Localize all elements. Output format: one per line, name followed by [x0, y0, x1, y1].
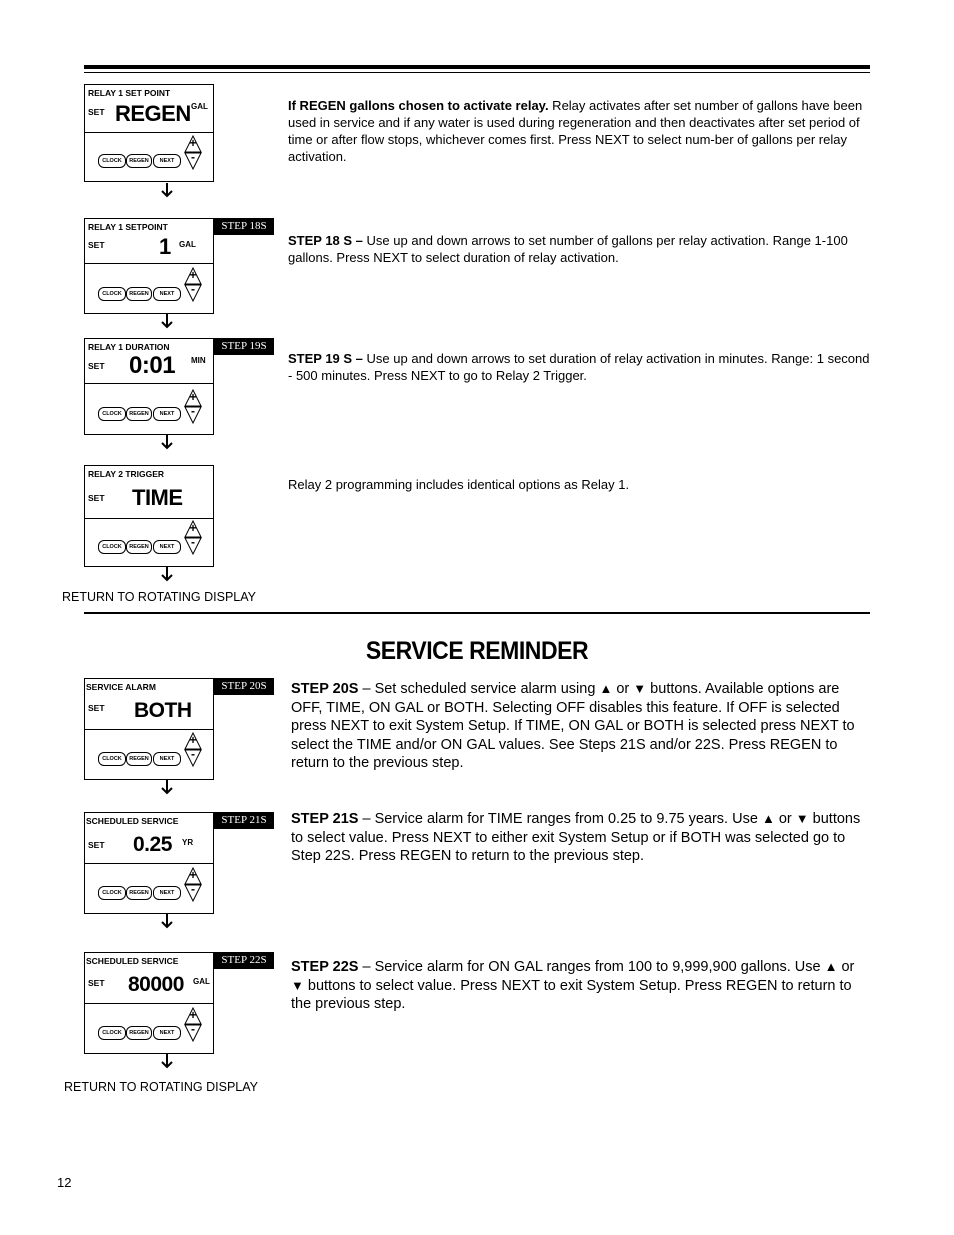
panel-title: SCHEDULED SERVICE	[86, 816, 179, 826]
down-button[interactable]: -	[191, 882, 195, 896]
panel-divider	[85, 263, 213, 264]
display-panel-relay2-trigger	[84, 465, 214, 567]
step-badge: STEP 20S	[214, 678, 274, 695]
up-down-buttons	[184, 135, 202, 171]
down-arrow-icon	[160, 182, 174, 198]
panel-set-label: SET	[88, 107, 105, 117]
step-badge: STEP 18S	[214, 218, 274, 235]
clock-button[interactable]: CLOCK	[98, 407, 126, 421]
paragraph-body: – Service alarm for TIME ranges from 0.25 to 9.75 years. Use	[358, 811, 762, 827]
panel-unit: GAL	[193, 977, 210, 986]
down-arrow-icon	[160, 434, 174, 450]
up-button[interactable]: +	[189, 390, 197, 404]
regen-button[interactable]: REGEN	[126, 540, 152, 554]
panel-set-label: SET	[88, 240, 105, 250]
down-arrow-icon	[160, 1053, 174, 1069]
next-button[interactable]: NEXT	[153, 287, 181, 301]
paragraph-body: buttons to select value. Press NEXT to exit System Setup. Press REGEN to return to the previous step.	[291, 977, 852, 1012]
paragraph-body: or	[774, 811, 796, 827]
down-arrow-icon	[160, 566, 174, 582]
section-heading: SERVICE REMINDER	[365, 637, 589, 665]
up-button[interactable]: +	[189, 268, 197, 282]
panel-value: 1	[159, 234, 171, 259]
up-triangle-icon: ▲	[599, 681, 613, 696]
page-number: 12	[57, 1175, 72, 1190]
paragraph-body: or	[837, 959, 855, 975]
relay2-paragraph: Relay 2 programming includes identical options as Relay 1.	[288, 477, 630, 492]
panel-set-label: SET	[88, 978, 105, 988]
clock-button[interactable]: CLOCK	[98, 540, 126, 554]
down-triangle-icon: ▼	[633, 681, 647, 696]
down-button[interactable]: -	[191, 1022, 195, 1036]
return-to-rotating-display-label: RETURN TO ROTATING DISPLAY	[64, 1080, 259, 1094]
down-button[interactable]: -	[191, 535, 195, 549]
panel-title: SERVICE ALARM	[86, 682, 156, 692]
paragraph-heading: STEP 21S	[291, 811, 359, 827]
next-button[interactable]: NEXT	[153, 1026, 181, 1040]
paragraph-body: buttons. Available options are OFF, TIME, ON GAL or BOTH. Selecting OFF disables this feature. If OFF is selected press NEXT to exit System Setup. If TIME, ON GAL or BOTH is selected press NEXT to select the TIME and/or ON GAL values. See Steps 21S and/or 22S. Press REGEN to return to the previous step.	[291, 681, 855, 771]
regen-button[interactable]: REGEN	[126, 752, 152, 766]
step-badge: STEP 22S	[214, 952, 274, 969]
panel-value: 0.25	[133, 833, 172, 856]
down-button[interactable]: -	[191, 404, 195, 418]
up-down-buttons	[184, 389, 202, 425]
regen-button[interactable]: REGEN	[126, 886, 152, 900]
panel-divider	[85, 383, 213, 384]
display-panel-scheduled-service-gallons	[84, 952, 214, 1054]
panel-value: 80000	[128, 973, 184, 996]
panel-title: RELAY 1 SET POINT	[88, 88, 171, 98]
regen-button[interactable]: REGEN	[126, 287, 152, 301]
paragraph-body: Use up and down arrows to set number of gallons per relay activation. Range 1-100 gallons. Press NEXT to select duration of relay activation.	[288, 233, 848, 265]
regen-button[interactable]: REGEN	[126, 154, 152, 168]
clock-button[interactable]: CLOCK	[98, 886, 126, 900]
paragraph-body: buttons to select value. Press NEXT to either exit System Setup or if BOTH was selected go to Step 22S. Press REGEN to return to the previous step.	[291, 811, 861, 864]
clock-button[interactable]: CLOCK	[98, 287, 126, 301]
down-button[interactable]: -	[191, 150, 195, 164]
up-button[interactable]: +	[189, 733, 197, 747]
clock-button[interactable]: CLOCK	[98, 752, 126, 766]
clock-button[interactable]: CLOCK	[98, 1026, 126, 1040]
up-down-buttons	[184, 732, 202, 768]
panel-divider	[85, 132, 213, 133]
panel-value: REGEN	[115, 101, 191, 126]
panel-divider	[85, 729, 213, 730]
section-divider	[84, 612, 870, 614]
relay-regen-paragraph	[288, 97, 870, 165]
down-arrow-icon	[160, 913, 174, 929]
clock-button[interactable]: CLOCK	[98, 154, 126, 168]
panel-unit: GAL	[179, 240, 196, 249]
panel-title: RELAY 1 SETPOINT	[88, 222, 168, 232]
up-button[interactable]: +	[189, 521, 197, 535]
down-triangle-icon: ▼	[795, 811, 809, 826]
panel-title: RELAY 1 DURATION	[88, 342, 170, 352]
panel-divider	[85, 518, 213, 519]
regen-button[interactable]: REGEN	[126, 1026, 152, 1040]
panel-unit: YR	[182, 838, 194, 847]
paragraph-heading: STEP 22S	[291, 959, 359, 975]
panel-set-label: SET	[88, 840, 105, 850]
next-button[interactable]: NEXT	[153, 407, 181, 421]
display-panel-relay1-set-point	[84, 84, 214, 182]
panel-title: RELAY 2 TRIGGER	[88, 469, 165, 479]
up-down-buttons	[184, 867, 202, 903]
up-button[interactable]: +	[189, 868, 197, 882]
panel-title: SCHEDULED SERVICE	[86, 956, 179, 966]
panel-set-label: SET	[88, 361, 105, 371]
down-button[interactable]: -	[191, 747, 195, 761]
paragraph-body: Relay activates after set number of gallons have been used in service and if any water is used during regeneration and then deactivates after set period of time or after flow stops, whichever comes first. Press NEXT to select num-ber of gallons per relay activation.	[288, 98, 863, 164]
paragraph-heading: If REGEN gallons chosen to activate relay.	[288, 98, 549, 113]
paragraph-body: – Set scheduled service alarm using	[358, 681, 600, 697]
up-triangle-icon: ▲	[761, 811, 775, 826]
panel-set-label: SET	[88, 493, 105, 503]
panel-divider	[85, 863, 213, 864]
display-panel-relay1-setpoint	[84, 218, 214, 314]
step-21s-paragraph	[291, 810, 871, 866]
step-badge: STEP 21S	[214, 812, 274, 829]
paragraph-body: or	[612, 681, 634, 697]
panel-unit: MIN	[191, 356, 206, 365]
up-down-buttons	[184, 267, 202, 303]
step-18s-paragraph	[288, 232, 870, 266]
step-badge: STEP 19S	[214, 338, 274, 355]
paragraph-heading: STEP 18 S –	[288, 233, 363, 248]
next-button[interactable]: NEXT	[153, 752, 181, 766]
panel-value: TIME	[132, 485, 183, 510]
step-19s-paragraph	[288, 350, 870, 384]
regen-button[interactable]: REGEN	[126, 407, 152, 421]
header-rule-thin	[84, 72, 870, 73]
paragraph-body: – Service alarm for ON GAL ranges from 100 to 9,999,900 gallons. Use	[358, 959, 825, 975]
paragraph-body: Use up and down arrows to set duration of relay activation in minutes. Range: 1 second - 500 minutes. Press NEXT to go to Relay 2 Trigger.	[288, 351, 870, 383]
display-panel-scheduled-service-time	[84, 812, 214, 914]
up-button[interactable]: +	[189, 1008, 197, 1022]
down-triangle-icon: ▼	[291, 977, 304, 993]
step-20s-paragraph	[291, 680, 871, 773]
next-button[interactable]: NEXT	[153, 886, 181, 900]
down-arrow-icon	[160, 779, 174, 795]
up-down-buttons	[184, 520, 202, 556]
panel-unit: GAL	[191, 102, 208, 111]
up-button[interactable]: +	[189, 136, 197, 150]
up-triangle-icon: ▲	[824, 959, 838, 974]
display-panel-service-alarm	[84, 678, 214, 780]
down-button[interactable]: -	[191, 282, 195, 296]
down-arrow-icon	[160, 313, 174, 329]
panel-value: BOTH	[134, 699, 192, 722]
return-to-rotating-display-label: RETURN TO ROTATING DISPLAY	[62, 590, 257, 604]
panel-set-label: SET	[88, 703, 105, 713]
next-button[interactable]: NEXT	[153, 154, 181, 168]
panel-divider	[85, 1003, 213, 1004]
up-down-buttons	[184, 1007, 202, 1043]
next-button[interactable]: NEXT	[153, 540, 181, 554]
panel-value: 0:01	[129, 352, 176, 379]
step-22s-paragraph	[291, 958, 871, 1014]
paragraph-heading: STEP 20S	[291, 681, 359, 697]
header-rule-thick	[84, 65, 870, 69]
display-panel-relay1-duration	[84, 338, 214, 435]
paragraph-heading: STEP 19 S –	[288, 351, 363, 366]
